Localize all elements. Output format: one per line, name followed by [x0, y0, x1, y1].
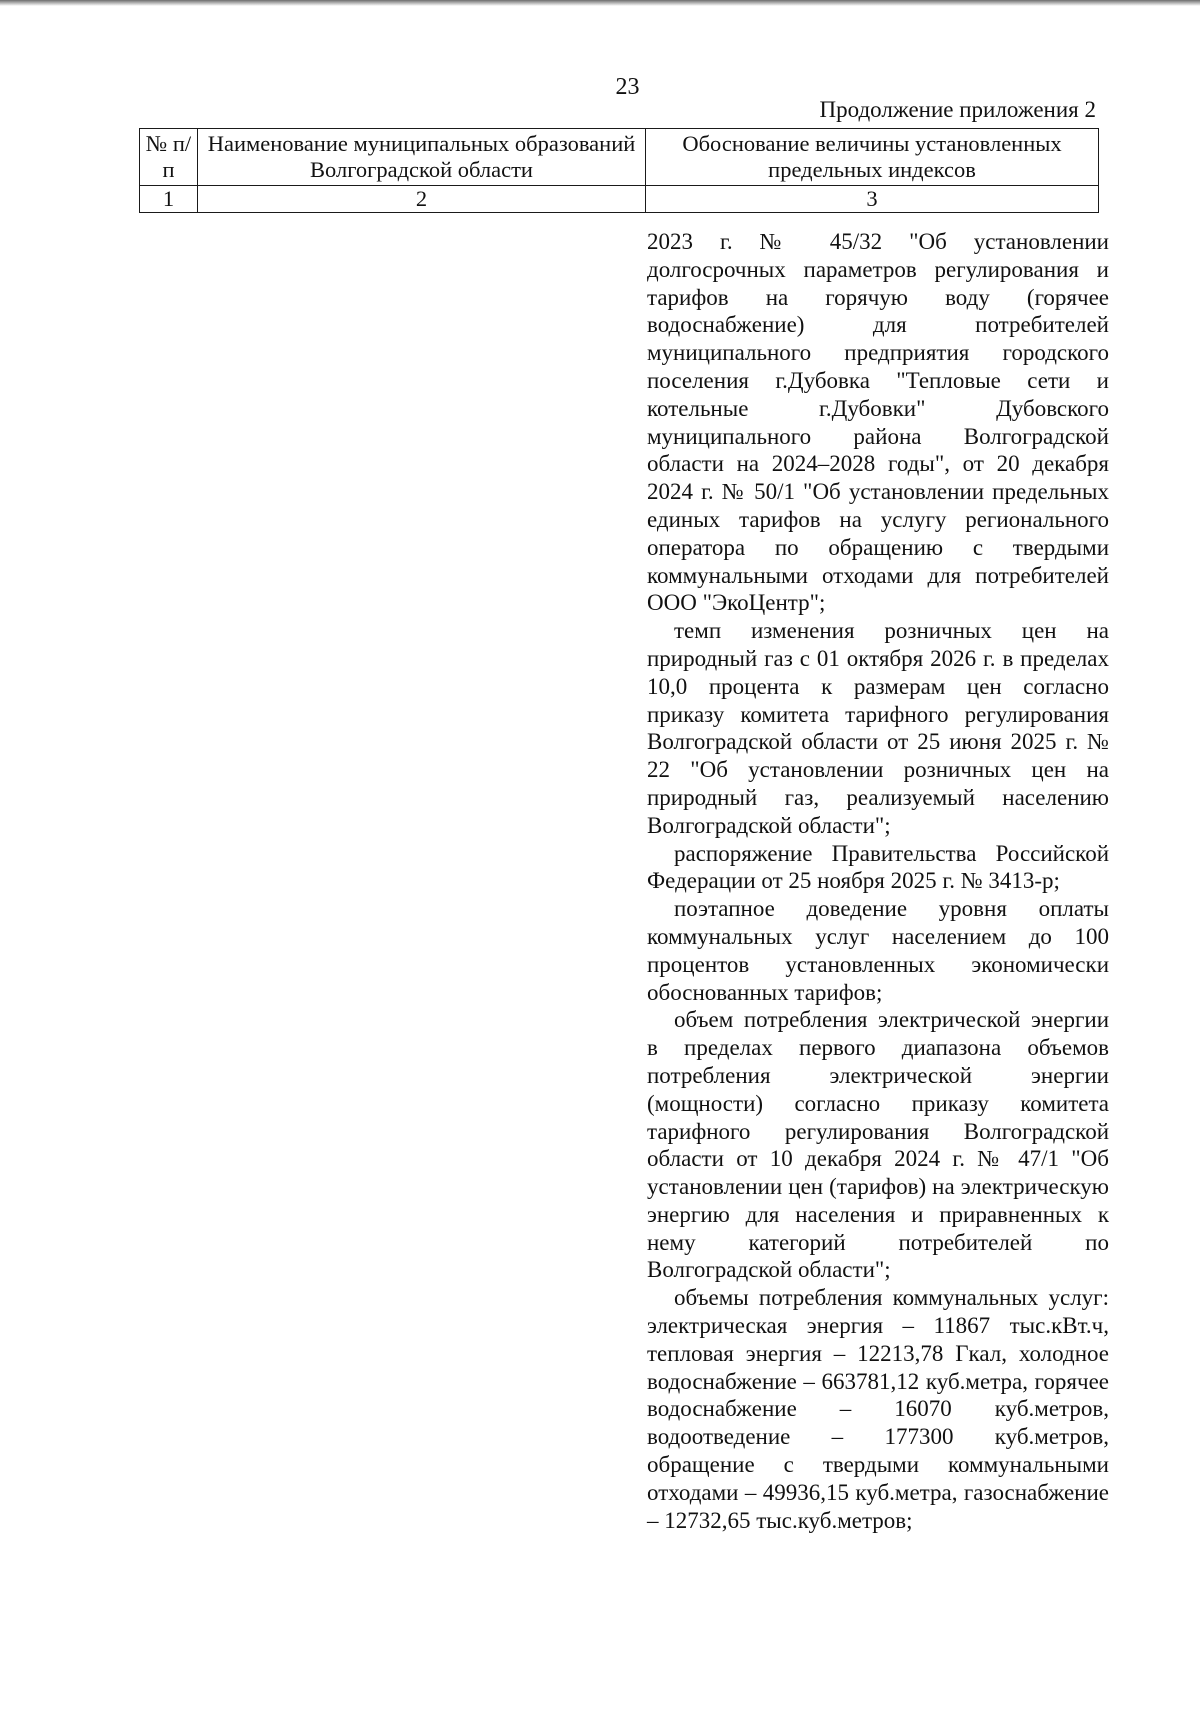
table-header	[139, 128, 1099, 213]
header-justification-column: Обоснование величины установленных предельных индексов	[646, 129, 1099, 186]
header-municipality-column: Наименование муниципальных образований Волгоградской области	[198, 129, 646, 186]
paragraph: объемы потребления коммунальных услуг: электрическая энергия – 11867 тыс.кВт.ч, тепловая энергия – 12213,78 Гкал, холодное водоснабжение – 663781,12 куб.метра, горячее водоснабжение – 16070 куб.метров, водоотведение – 177300 куб.метров, обращение с твердыми коммунальными отходами – 49936,15 куб.метра, газоснабжение – 12732,65 тыс.куб.метров;	[647, 1285, 1109, 1533]
appendix-continuation-label: Продолжение приложения 2	[819, 97, 1096, 122]
page-number: 23	[615, 74, 640, 100]
paragraph: 2023 г. № 45/32 "Об установлении долгосрочных параметров регулирования и тарифов на горячую воду (горячее водоснабжение) для потребителей муниципального предприятия городского поселения г.Дубовка "Тепловые сети и котельные г.Дубовки" Дубовского муниципального района Волгоградской области на 2024–2028 годы", от 20 декабря 2024 г. № 50/1 "Об установлении предельных единых тарифов на услугу регионального оператора по обращению с твердыми коммунальными отходами для потребителей ООО "ЭкоЦентр";	[647, 229, 1109, 616]
scan-edge	[0, 0, 1200, 6]
table-column-numbers-row	[140, 186, 1099, 213]
paragraph: распоряжение Правительства Российской Федерации от 25 ноября 2025 г. № 3413-р;	[647, 840, 1109, 894]
table-header-row	[140, 129, 1099, 186]
header-number-column: № п/п	[140, 129, 198, 186]
column-number-3: 3	[646, 186, 1099, 213]
paragraph: объем потребления электрической энергии в пределах первого диапазона объемов потребления электрической энергии (мощности) согласно приказу комитета тарифного регулирования Волгоградской области от 10 декабря 2024 г. № 47/1 "Об установлении цен (тарифов) на электрическую энергию для населения и приравненных к нему категорий потребителей по Волгоградской области";	[647, 1007, 1109, 1283]
paragraph: темп изменения розничных цен на природный газ с 01 октября 2026 г. в пределах 10,0 процента к размерам цен согласно приказу комитета тарифного регулирования Волгоградской области от 25 июня 2025 г. № 22 "Об установлении розничных цен на природный газ, реализуемый населению Волгоградской области";	[647, 618, 1109, 838]
column-number-1: 1	[140, 186, 198, 213]
column-number-2: 2	[198, 186, 646, 213]
paragraph: поэтапное доведение уровня оплаты коммунальных услуг населением до 100 процентов установленных экономически обоснованных тарифов;	[647, 896, 1109, 1005]
justification-text	[647, 228, 1109, 1534]
